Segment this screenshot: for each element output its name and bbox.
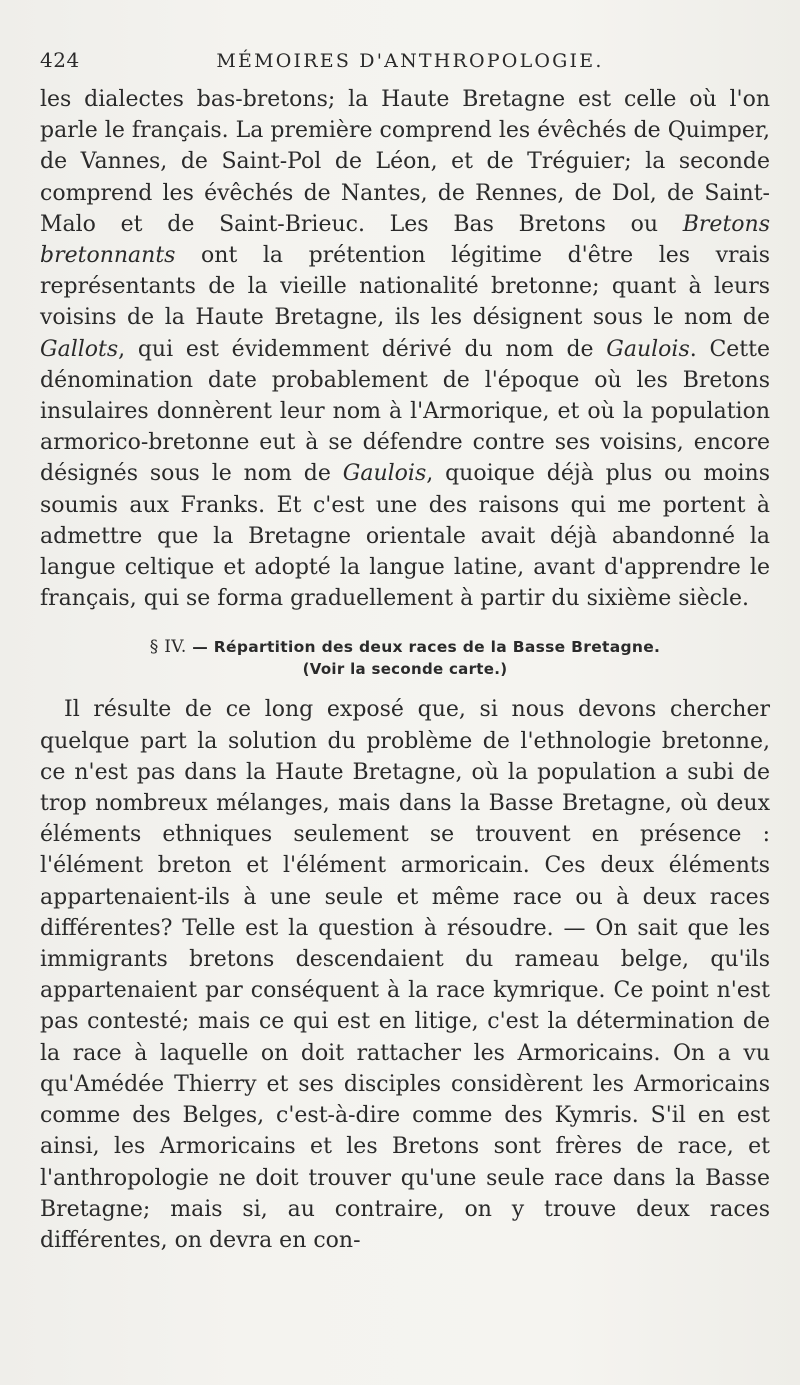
section-subtitle: (Voir la seconde carte.) <box>302 660 508 679</box>
page-number: 424 <box>40 48 80 72</box>
section-title: — Répartition des deux races de la Basse Bretagne. <box>192 638 661 657</box>
running-title: MÉMOIRES D'ANTHROPOLOGIE. <box>216 50 604 72</box>
page-header <box>40 48 780 82</box>
body-text <box>40 84 770 1256</box>
section-heading <box>40 636 770 680</box>
paragraph-continued <box>40 84 770 614</box>
italic-term: Bretons bretonnants <box>40 211 770 269</box>
italic-term: Gaulois <box>342 461 427 487</box>
italic-term: Gallots <box>40 336 119 362</box>
italic-term: Gaulois <box>606 336 690 362</box>
text-segment: , quoique déjà plus ou moins soumis aux Franks. Et c'est une des raisons qui me portent à admettre que la Bretagne orientale avait déjà abandonné la langue celtique et adopté la langue latine, avant d'apprendre le français, qui se forma graduellement à partir du sixième siècle. <box>40 461 770 612</box>
text-segment: les dialectes bas-bretons; la Haute Bretagne est celle où l'on parle le français. La première comprend les évêchés de Quimper, de Vannes, de Saint-Pol de Léon, et de Tréguier; la seconde comprend les évêchés de Nantes, de Rennes, de Dol, de Saint-Malo et de Saint-Brieuc. Les Bas Bretons ou <box>40 87 770 237</box>
text-segment: . Cette dénomination date probablement de l'époque où les Bretons insulaires donnèrent leur nom à l'Armorique, et où la population armorico-bretonne eut à se défendre contre ses voisins, encore désignés sous le nom de <box>40 336 771 487</box>
text-segment: , qui est évidemment dérivé du nom de <box>118 336 607 362</box>
text-segment: ont la prétention légitime d'être les vrais représentants de la vieille nationalité bretonne; quant à leurs voisins de la Haute Bretagne, ils les désignent sous le nom de <box>40 243 770 331</box>
paragraph: Il résulte de ce long exposé que, si nous devons chercher quelque part la solution du problème de l'ethnologie bretonne, ce n'est pas dans la Haute Bretagne, où la population a subi de trop nombreux mélanges, mais dans la Basse Bretagne, où deux éléments ethniques seulement se trouvent en présence : l'élément breton et l'élément armoricain. Ces deux éléments appartenaient-ils à une seule et même race ou à deux races différentes? Telle est la question à résoudre. — On sait que les immigrants bretons descendaient du rameau belge, qu'ils appartenaient par conséquent à la race kymrique. Ce point n'est pas contesté; mais ce qui est en litige, c'est la détermination de la race à laquelle on doit rattacher les Armoricains. On a vu qu'Amédée Thierry et ses disciples considèrent les Armoricains comme des Belges, c'est-à-dire comme des Kymris. S'il en est ainsi, les Armoricains et les Bretons sont frères de race, et l'anthropologie ne doit trouver qu'une seule race dans la Basse Bretagne; mais si, au contraire, on y trouve deux races différentes, on devra en con- <box>40 697 770 1253</box>
spacer <box>40 680 770 694</box>
section-number: § IV. <box>149 637 187 658</box>
